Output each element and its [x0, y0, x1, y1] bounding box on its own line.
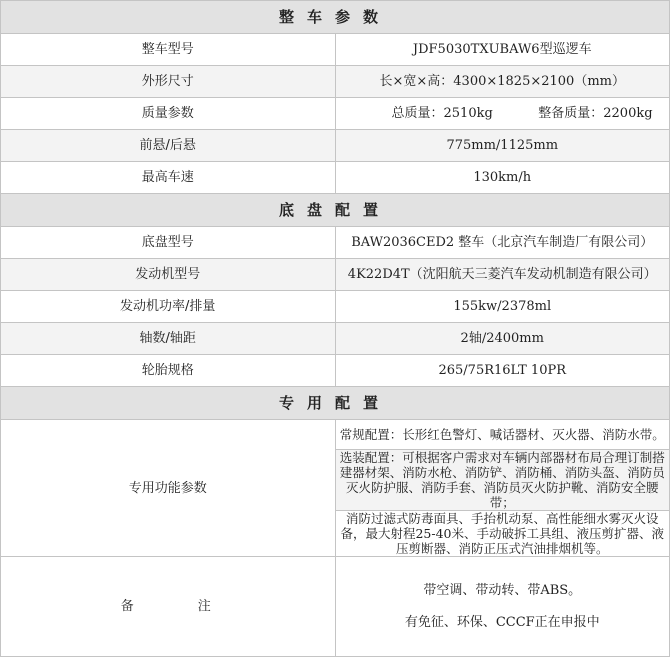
chassis-model-label: 底盘型号: [1, 227, 336, 259]
engine-model-value: 4K22D4T（沈阳航天三菱汽车发动机制造有限公司）: [335, 259, 670, 291]
table-row: [1, 34, 670, 66]
table-row: [1, 323, 670, 355]
axle-label: 轴数/轴距: [1, 323, 336, 355]
table-row: [1, 259, 670, 291]
dimensions-label: 外形尺寸: [1, 66, 336, 98]
chassis-model-value: BAW2036CED2 整车（北京汽车制造厂有限公司）: [335, 227, 670, 259]
engine-power-value: 155kw/2378ml: [335, 291, 670, 323]
max-speed-value: 130km/h: [335, 162, 670, 194]
section-header-vehicle: [1, 1, 670, 34]
table-row: [1, 130, 670, 162]
mass-total: 总质量：2510kg: [391, 106, 493, 121]
section-title-chassis: 底盘配置: [1, 194, 670, 227]
tire-label: 轮胎规格: [1, 355, 336, 387]
vehicle-model-label: 整车型号: [1, 34, 336, 66]
memo-value: [335, 557, 670, 657]
table-row: [1, 355, 670, 387]
section-title-special: 专用配置: [1, 387, 670, 420]
tire-value: 265/75R16LT 10PR: [335, 355, 670, 387]
overhang-label: 前悬/后悬: [1, 130, 336, 162]
mass-label: 质量参数: [1, 98, 336, 130]
mass-values: [335, 98, 670, 130]
section-header-chassis: [1, 194, 670, 227]
max-speed-label: 最高车速: [1, 162, 336, 194]
table-row: [1, 98, 670, 130]
table-row: [1, 557, 670, 657]
engine-model-label: 发动机型号: [1, 259, 336, 291]
extra-equipment-value: 消防过滤式防毒面具、手抬机动泵、高性能细水雾灭火设备，最大射程25-40米、手动破拆工具组、液压剪扩器、液压剪断器、消防正压式汽油排烟机等。: [335, 511, 670, 557]
dimensions-value: 长×宽×高：4300×1825×2100（mm）: [335, 66, 670, 98]
section-header-special: [1, 387, 670, 420]
axle-value: 2轴/2400mm: [335, 323, 670, 355]
memo-line-1: 带空调、带动转、带ABS。: [423, 582, 582, 598]
engine-power-label: 发动机功率/排量: [1, 291, 336, 323]
memo-line-2: 有免征、环保、CCCF正在申报中: [404, 614, 600, 630]
section-title-vehicle: 整车参数: [1, 1, 670, 34]
mass-curb: 整备质量：2200kg: [538, 106, 653, 121]
overhang-value: 775mm/1125mm: [335, 130, 670, 162]
memo-label: 备注: [1, 557, 336, 657]
optional-config-value: 选装配置：可根据客户需求对车辆内部器材布局合理订制搭建器材架、消防水枪、消防铲、消防桶、消防头盔、消防员灭火防护服、消防手套、消防员灭火防护靴、消防安全腰带；: [335, 450, 670, 511]
table-row: [1, 66, 670, 98]
table-row: [1, 420, 670, 450]
table-row: [1, 291, 670, 323]
special-function-label: 专用功能参数: [1, 420, 336, 557]
standard-config-value: 常规配置：长形红色警灯、喊话器材、灭火器、消防水带。: [335, 420, 670, 450]
vehicle-model-value: JDF5030TXUBAW6型巡逻车: [335, 34, 670, 66]
table-row: [1, 227, 670, 259]
table-row: [1, 162, 670, 194]
